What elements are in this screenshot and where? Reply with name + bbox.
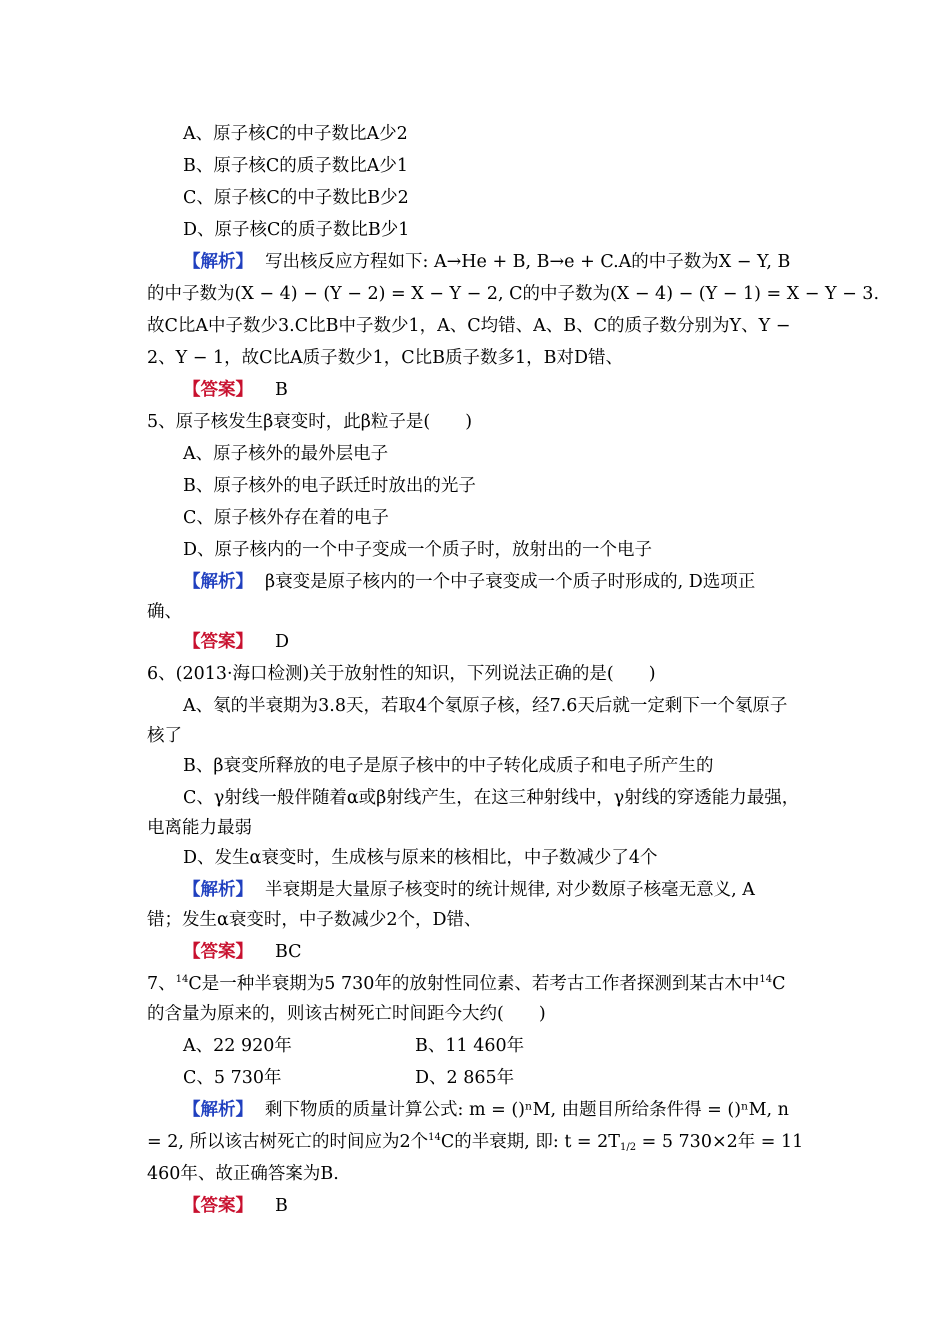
q4-option-b: B、原子核C的质子数比A少1 bbox=[183, 156, 409, 176]
q5-analysis-line-1: 【解析】 β衰变是原子核内的一个中子衰变成一个质子时形成的, D选项正 bbox=[183, 572, 756, 592]
q5-option-a: A、原子核外的最外层电子 bbox=[183, 444, 389, 464]
q7-answer-label: 【答案】 bbox=[183, 1196, 253, 1216]
q4-analysis-line-2: 的中子数为(X − 4) − (Y − 2) = X − Y − 2, C的中子数为(X − 4) − (Y − 1) = X − Y − 3. bbox=[147, 284, 880, 304]
q4-analysis-label: 【解析】 bbox=[183, 252, 253, 272]
half-life-subscript: 1/2 bbox=[619, 1142, 637, 1153]
q7-analysis-line-2: = 2, 所以该古树死亡的时间应为2个$^{14}$C的半衰期, 即: $t = 2T_{1/2} = 5$ 730×2年 = 11 bbox=[147, 1132, 804, 1153]
q4-analysis-line-4: 2、Y − 1，故C比A质子数少1，C比B质子数多1，B对D错、 bbox=[147, 348, 624, 368]
q5-stem: 5、原子核发生β衰变时，此β粒子是( ) bbox=[147, 412, 473, 432]
q7-option-a: A、22 920年 bbox=[183, 1036, 292, 1056]
mass-number: 14 bbox=[759, 974, 773, 985]
q7-stem-line-2: 的含量为原来的，则该古树死亡时间距今大约( ) bbox=[147, 1004, 546, 1024]
q6-option-a-line-1: A、氡的半衰期为3.8天，若取4个氡原子核，经7.6天后就一定剩下一个氡原子 bbox=[183, 696, 788, 716]
q4-answer bbox=[183, 378, 288, 402]
q5-answer-label: 【答案】 bbox=[183, 632, 253, 652]
mass-number: 14 bbox=[175, 974, 189, 985]
q7-analysis-line-1: 【解析】 剩下物质的质量计算公式: m = ()ⁿM, 由题目所给条件得 = ()ⁿM, n bbox=[183, 1100, 789, 1120]
q7-analysis-line-3: 460年、故正确答案为B. bbox=[147, 1164, 339, 1184]
q5-option-d: D、原子核内的一个中子变成一个质子时，放射出的一个电子 bbox=[183, 540, 653, 560]
q5-option-b: B、原子核外的电子跃迁时放出的光子 bbox=[183, 476, 476, 496]
q6-option-a-line-2: 核了 bbox=[147, 726, 182, 746]
q4-answer-value: B bbox=[275, 380, 288, 400]
q6-answer-value: BC bbox=[275, 942, 302, 962]
q6-analysis-label: 【解析】 bbox=[183, 880, 253, 900]
mass-number: 14 bbox=[428, 1132, 441, 1143]
q5-analysis-line-2: 确、 bbox=[147, 602, 182, 622]
q5-answer-value: D bbox=[275, 632, 290, 652]
q7-option-d: D、2 865年 bbox=[415, 1068, 515, 1088]
q5-option-c: C、原子核外存在着的电子 bbox=[183, 508, 389, 528]
q4-option-d: D、原子核C的质子数比B少1 bbox=[183, 220, 410, 240]
q6-analysis-line-2: 错；发生α衰变时，中子数减少2个，D错、 bbox=[147, 910, 482, 930]
q6-analysis-line-1: 【解析】 半衰期是大量原子核变时的统计规律, 对少数原子核毫无意义, A bbox=[183, 880, 755, 900]
q5-answer bbox=[183, 630, 289, 654]
q5-analysis-label: 【解析】 bbox=[183, 572, 253, 592]
q7-answer bbox=[183, 1194, 288, 1218]
q6-option-d: D、发生α衰变时，生成核与原来的核相比，中子数减少了4个 bbox=[183, 848, 658, 868]
q4-analysis-line-3: 故C比A中子数少3.C比B中子数少1，A、C均错、A、B、C的质子数分别为Y、Y − bbox=[147, 316, 791, 336]
q6-option-c-line-2: 电离能力最弱 bbox=[147, 818, 252, 838]
q7-option-b: B、11 460年 bbox=[415, 1036, 525, 1056]
q6-answer bbox=[183, 940, 302, 964]
q7-stem-line-1: 7、$^{14}$C是一种半衰期为5 730年的放射性同位素、若考古工作者探测到某古木中$^{14}$C bbox=[147, 974, 786, 994]
q7-analysis-label: 【解析】 bbox=[183, 1100, 253, 1120]
q7-option-c: C、5 730年 bbox=[183, 1068, 282, 1088]
q7-answer-value: B bbox=[275, 1196, 288, 1216]
q4-option-a: A、原子核C的中子数比A少2 bbox=[183, 124, 408, 144]
q6-option-b: B、β衰变所释放的电子是原子核中的中子转化成质子和电子所产生的 bbox=[183, 756, 714, 776]
q6-answer-label: 【答案】 bbox=[183, 942, 253, 962]
q6-option-c-line-1: C、γ射线一般伴随着α或β射线产生，在这三种射线中，γ射线的穿透能力最强， bbox=[183, 788, 800, 808]
q6-stem: 6、(2013·海口检测)关于放射性的知识，下列说法正确的是( ) bbox=[147, 664, 656, 684]
q4-analysis-line-1: 【解析】 写出核反应方程如下: A→He + B, B→e + C.A的中子数为X − Y, B bbox=[183, 252, 791, 272]
q4-answer-label: 【答案】 bbox=[183, 380, 253, 400]
q4-option-c: C、原子核C的中子数比B少2 bbox=[183, 188, 409, 208]
